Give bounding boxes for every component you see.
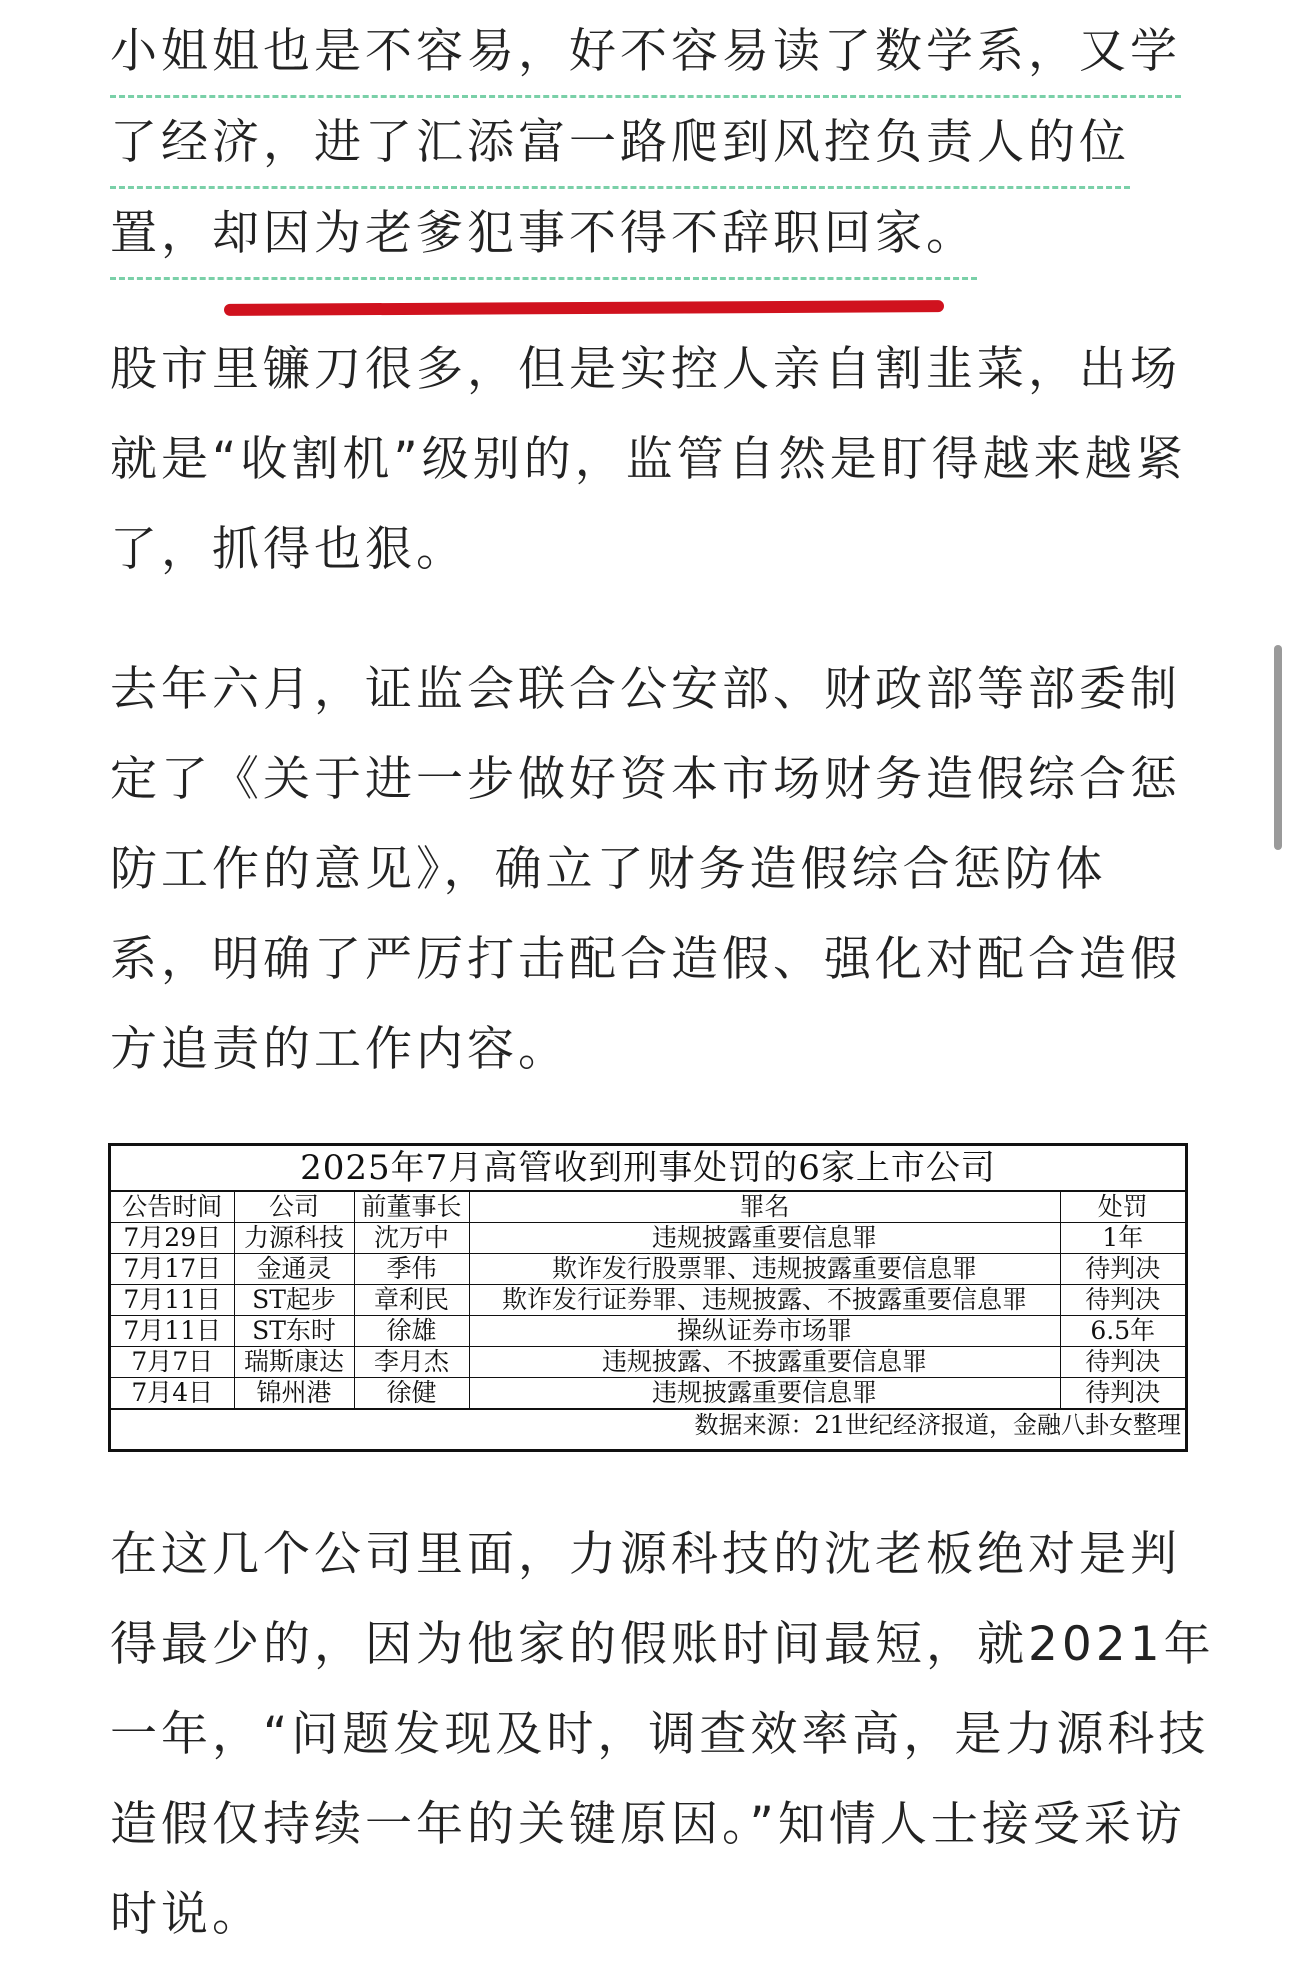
table-row — [111, 1316, 1185, 1347]
table-title: 2025年7月高管收到刑事处罚的6家上市公司 — [111, 1146, 1185, 1192]
paragraph-1-line-2[interactable]: 了经济，进了汇添富一路爬到风控负责人的位 — [110, 100, 1130, 189]
paragraph-3-line-5: 方追责的工作内容。 — [110, 1022, 569, 1077]
paragraph-3 — [110, 645, 1182, 1095]
cell-penalty: 待判决 — [1060, 1254, 1185, 1285]
table-row — [111, 1254, 1185, 1285]
penalty-table — [111, 1192, 1185, 1409]
paragraph-3-line-2: 定了《关于进一步做好资本市场财务造假综合惩 — [110, 752, 1181, 807]
paragraph-4-line-5: 时说。 — [110, 1887, 263, 1942]
cell-date: 7月11日 — [111, 1316, 234, 1347]
cell-penalty: 1年 — [1060, 1223, 1185, 1254]
cell-chairman: 沈万中 — [354, 1223, 469, 1254]
table-row — [111, 1285, 1185, 1316]
cell-company: 力源科技 — [234, 1223, 354, 1254]
header-penalty: 处罚 — [1060, 1192, 1185, 1223]
cell-charge: 操纵证券市场罪 — [469, 1316, 1060, 1347]
paragraph-1 — [110, 7, 1182, 280]
cell-penalty: 待判决 — [1060, 1285, 1185, 1316]
cell-penalty: 待判决 — [1060, 1378, 1185, 1409]
cell-penalty: 6.5年 — [1060, 1316, 1185, 1347]
cell-company: ST东时 — [234, 1316, 354, 1347]
cell-charge: 欺诈发行证券罪、违规披露、不披露重要信息罪 — [469, 1285, 1060, 1316]
red-marker-underline — [224, 300, 944, 316]
cell-chairman: 季伟 — [354, 1254, 469, 1285]
cell-date: 7月11日 — [111, 1285, 234, 1316]
cell-company: 锦州港 — [234, 1378, 354, 1409]
cell-penalty: 待判决 — [1060, 1347, 1185, 1378]
paragraph-1-line-1[interactable]: 小姐姐也是不容易，好不容易读了数学系，又学 — [110, 9, 1181, 98]
cell-date: 7月7日 — [111, 1347, 234, 1378]
paragraph-4 — [110, 1510, 1215, 1960]
paragraph-2-line-2: 就是“收割机”级别的，监管自然是盯得越来越紧 — [110, 432, 1187, 487]
cell-chairman: 徐健 — [354, 1378, 469, 1409]
table-header-row — [111, 1192, 1185, 1223]
paragraph-2-line-3: 了，抓得也狠。 — [110, 522, 467, 577]
cell-charge: 违规披露、不披露重要信息罪 — [469, 1347, 1060, 1378]
cell-charge: 欺诈发行股票罪、违规披露重要信息罪 — [469, 1254, 1060, 1285]
cell-date: 7月29日 — [111, 1223, 234, 1254]
table-row — [111, 1347, 1185, 1378]
cell-company: 金通灵 — [234, 1254, 354, 1285]
cell-charge: 违规披露重要信息罪 — [469, 1223, 1060, 1254]
cell-company: 瑞斯康达 — [234, 1347, 354, 1378]
paragraph-1-line-3[interactable]: 置，却因为老爹犯事不得不辞职回家。 — [110, 191, 977, 280]
paragraph-3-line-1: 去年六月，证监会联合公安部、财政部等部委制 — [110, 662, 1181, 717]
scrollbar-thumb[interactable] — [1274, 645, 1282, 850]
paragraph-3-line-3: 防工作的意见》，确立了财务造假综合惩防体 — [110, 842, 1107, 897]
paragraph-4-line-4: 造假仅持续一年的关键原因。”知情人士接受采访 — [110, 1797, 1186, 1852]
header-charge: 罪名 — [469, 1192, 1060, 1223]
table-source-note: 数据来源：21世纪经济报道，金融八卦女整理 — [111, 1409, 1185, 1441]
cell-company: ST起步 — [234, 1285, 354, 1316]
paragraph-4-line-1: 在这几个公司里面，力源科技的沈老板绝对是判 — [110, 1527, 1181, 1582]
table-row — [111, 1378, 1185, 1409]
table-row — [111, 1223, 1185, 1254]
paragraph-4-line-2: 得最少的，因为他家的假账时间最短，就2021年 — [110, 1617, 1215, 1672]
cell-chairman: 徐雄 — [354, 1316, 469, 1347]
header-date: 公告时间 — [111, 1192, 234, 1223]
cell-date: 7月17日 — [111, 1254, 234, 1285]
paragraph-4-line-3: 一年，“问题发现及时，调查效率高，是力源科技 — [110, 1707, 1210, 1762]
header-company: 公司 — [234, 1192, 354, 1223]
cell-chairman: 章利民 — [354, 1285, 469, 1316]
header-chairman: 前董事长 — [354, 1192, 469, 1223]
paragraph-2-line-1: 股市里镰刀很多，但是实控人亲自割韭菜，出场 — [110, 342, 1181, 397]
penalty-table-image — [108, 1143, 1188, 1452]
cell-chairman: 李月杰 — [354, 1347, 469, 1378]
paragraph-3-line-4: 系，明确了严厉打击配合造假、强化对配合造假 — [110, 932, 1181, 987]
paragraph-2 — [110, 325, 1187, 595]
cell-charge: 违规披露重要信息罪 — [469, 1378, 1060, 1409]
cell-date: 7月4日 — [111, 1378, 234, 1409]
